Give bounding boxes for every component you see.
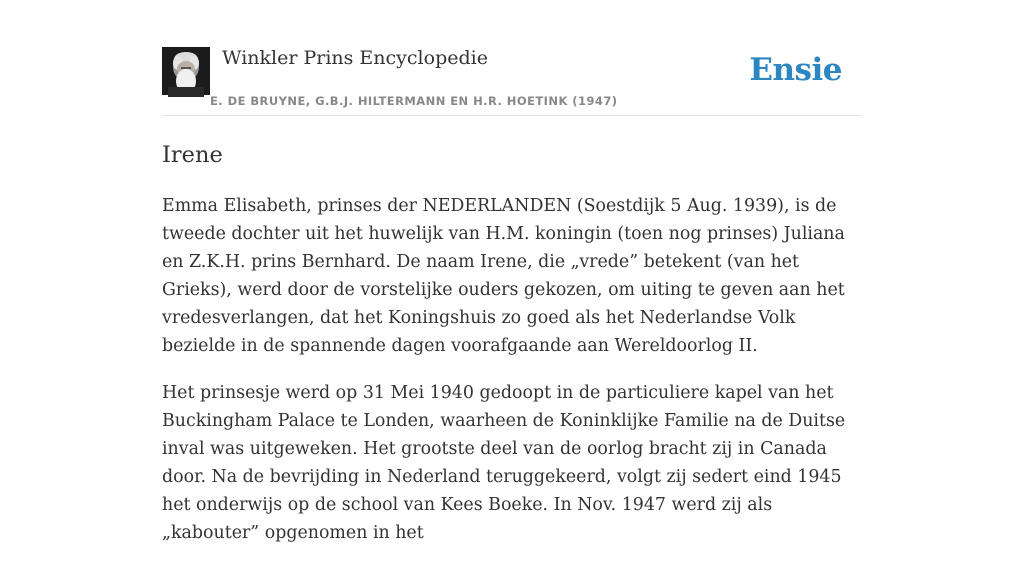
portrait-image xyxy=(162,47,210,95)
article-title: Irene xyxy=(162,142,223,168)
brand-logo[interactable]: Ensie xyxy=(749,52,842,88)
source-title[interactable]: Winkler Prins Encyclopedie xyxy=(222,47,488,69)
source-authors: E. DE BRUYNE, G.B.J. HILTERMANN EN H.R. HOETINK (1947) xyxy=(210,94,618,108)
article-page xyxy=(162,0,862,543)
source-header xyxy=(162,0,862,116)
article-paragraph: Emma Elisabeth, prinses der NEDERLANDEN (Soestdijk 5 Aug. 1939), is de tweede dochter uit het huwelijk van H.M. koningin (toen nog prinses) Juliana en Z.K.H. prins Bernhard. De naam Irene, die „vrede” betekent (van het Grieks), werd door de vorstelijke ouders gekozen, om uiting te geven aan het vredesverlangen, dat het Koningshuis zo goed als het Nederlandse Volk bezielde in de spannende dagen voorafgaande aan Wereldoorlog II. xyxy=(162,196,845,356)
article-paragraph: Het prinsesje werd op 31 Mei 1940 gedoopt in de particuliere kapel van het Buckingham Palace te Londen, waarheen de Koninklijke Familie na de Duitse inval was uitgeweken. Het grootste deel van de oorlog bracht zij in Canada door. Na de bevrijding in Nederland teruggekeerd, volgt zij sedert eind 1945 het onderwijs op de school van Kees Boeke. In Nov. 1947 werd zij als „kabouter” opgenomen in het xyxy=(162,383,846,543)
author-avatar[interactable] xyxy=(162,47,210,95)
article-body xyxy=(162,192,862,566)
